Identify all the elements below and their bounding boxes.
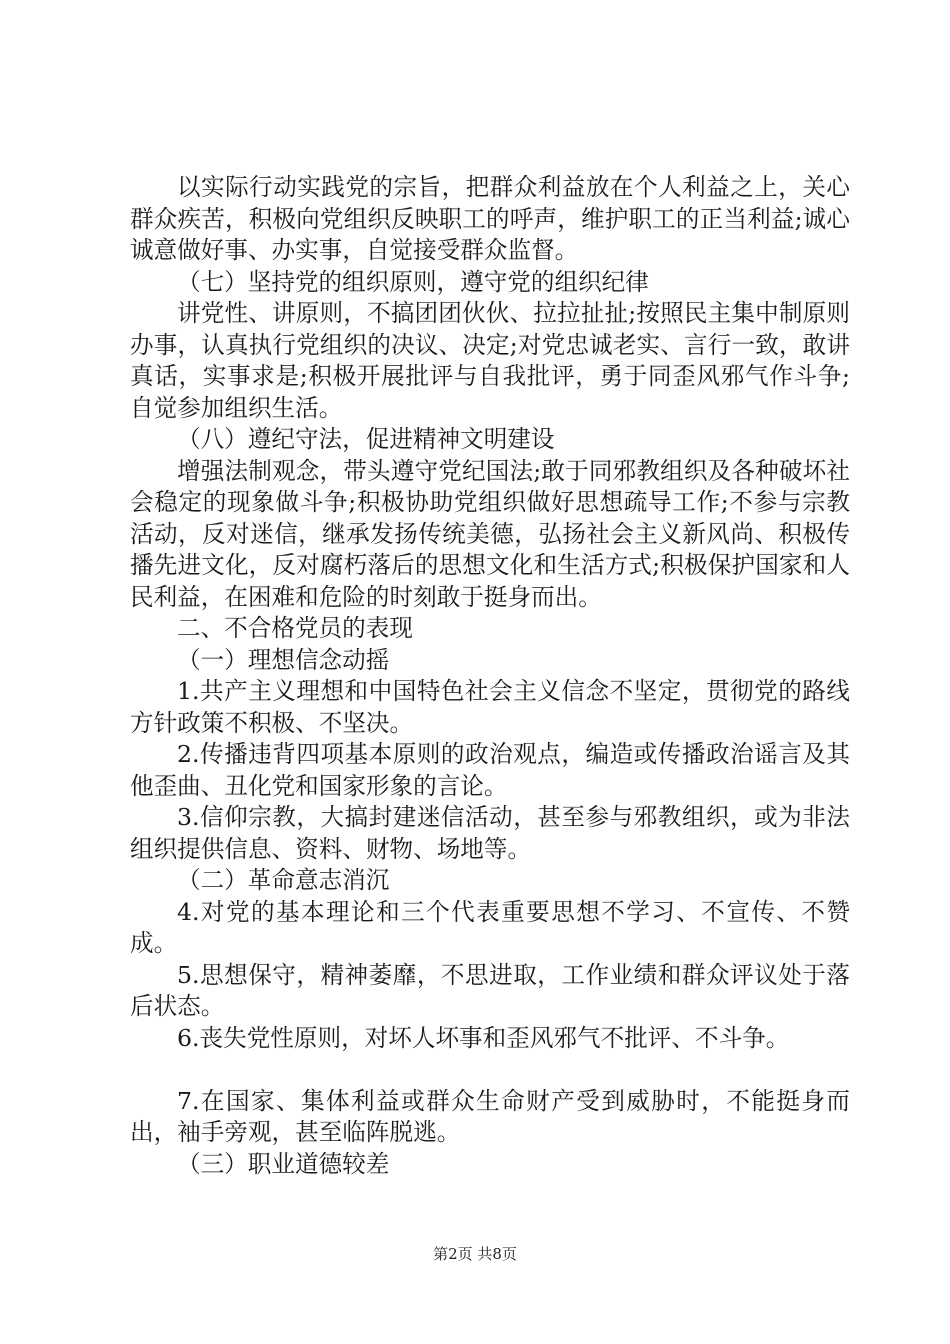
list-item-7: 7.在国家、集体利益或群众生命财产受到威胁时，不能挺身而出，袖手旁观，甚至临阵脱逃。: [130, 1086, 850, 1146]
list-item-6: 6.丧失党性原则，对坏人坏事和歪风邪气不批评、不斗争。: [177, 1023, 790, 1052]
paragraph-2: 讲党性、讲原则，不搞团团伙伙、拉拉扯扯;按照民主集中制原则办事，认真执行党组织的决议、决定;对党忠诚老实、言行一致，敢讲真话，实事求是;积极开展批评与自我批评，勇于同歪风邪气作斗争;自觉参加组织生活。: [130, 299, 850, 422]
subsection-heading-3: （三）职业道德较差: [177, 1149, 390, 1178]
subsection-heading-1: （一）理想信念动摇: [177, 645, 390, 674]
section-heading-8: （八）遵纪守法，促进精神文明建设: [177, 425, 555, 453]
paragraph-3: 增强法制观念，带头遵守党纪国法;敢于同邪教组织及各种破坏社会稳定的现象做斗争;积极协助党组织做好思想疏导工作;不参与宗教活动，反对迷信，继承发扬传统美德，弘扬社会主义新风尚、积极传播先进文化，反对腐朽落后的思想文化和生活方式;积极保护国家和人民利益，在困难和危险的时刻敢于挺身而出。: [130, 456, 850, 611]
list-item-5: 5.思想保守，精神萎靡，不思进取，工作业绩和群众评议处于落后状态。: [130, 960, 850, 1020]
list-item-2: 2.传播违背四项基本原则的政治观点，编造或传播政治谣言及其他歪曲、丑化党和国家形象的言论。: [130, 740, 850, 800]
list-item-1: 1.共产主义理想和中国特色社会主义信念不坚定，贯彻党的路线方针政策不积极、不坚决。: [130, 677, 850, 737]
document-body: [130, 172, 850, 1180]
paragraph-1: 以实际行动实践党的宗旨，把群众利益放在个人利益之上，关心群众疾苦，积极向党组织反映职工的呼声，维护职工的正当利益;诚心诚意做好事、办实事，自觉接受群众监督。: [130, 173, 850, 264]
section-heading-7: （七）坚持党的组织原则，遵守党的组织纪律: [177, 267, 649, 296]
section-heading-2: 二、不合格党员的表现: [177, 614, 413, 642]
list-item-3: 3.信仰宗教，大搞封建迷信活动，甚至参与邪教组织，或为非法组织提供信息、资料、财物、场地等。: [130, 803, 850, 863]
subsection-heading-2: （二）革命意志消沉: [177, 866, 390, 894]
list-item-4: 4.对党的基本理论和三个代表重要思想不学习、不宣传、不赞成。: [130, 897, 850, 957]
page-number-footer: 第2页 共8页: [433, 1245, 517, 1263]
